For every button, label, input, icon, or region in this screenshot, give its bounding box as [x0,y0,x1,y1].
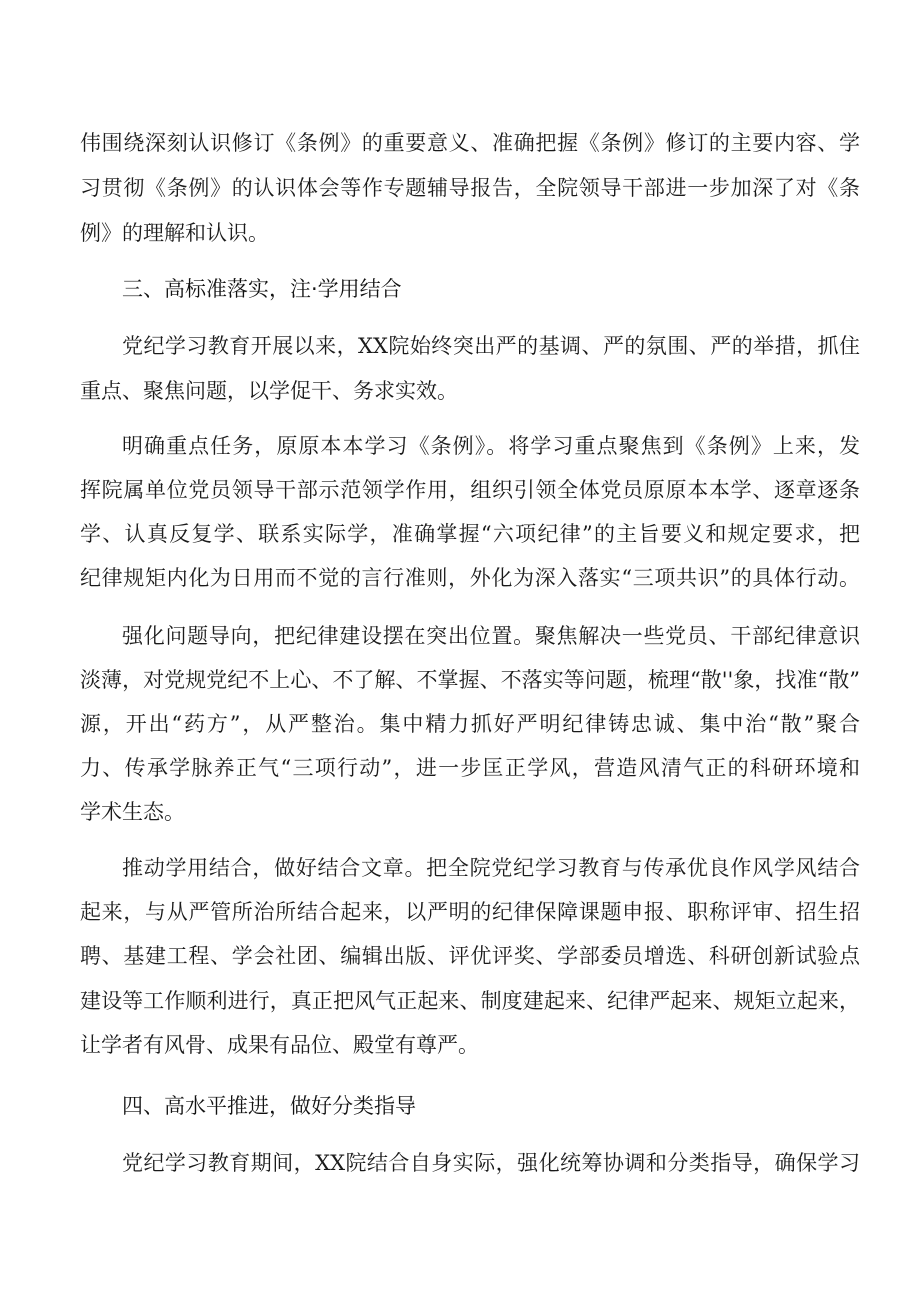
paragraph-line: 党纪学习教育期间，XX院结合自身实际，强化统筹协调和分类指导，确保学习 [122,1151,860,1175]
paragraph-line: 强化问题导向，把纪律建设摆在突出位置。聚焦解决一些党员、干部纪律意识 [122,624,860,648]
paragraph-line: 起来，与从严管所治所结合起来，以严明的纪律保障课题申报、职称评审、招生招 [80,900,860,924]
paragraph-line: 学、认真反复学、联系实际学，准确掌握“六项纪律”的主旨要义和规定要求，把 [80,522,860,546]
paragraph-line: 明确重点任务，原原本本学习《条例》。将学习重点聚焦到《条例》上来，发 [122,434,860,458]
section-heading-3: 三、高标准落实，注·学用结合 [122,277,402,301]
section-heading-4: 四、高水平推进，做好分类指导 [122,1094,416,1118]
paragraph-line: 建设等工作顺利进行，真正把风气正起来、制度建起来、纪律严起来、规矩立起来， [80,989,860,1013]
paragraph-line: 伟围绕深刻认识修订《条例》的重要意义、准确把握《条例》修订的主要内容、学 [80,131,860,155]
paragraph-line: 党纪学习教育开展以来，XX院始终突出严的基调、严的氛围、严的举措，抓住 [122,334,860,358]
paragraph-line: 让学者有风骨、成果有品位、殿堂有尊严。 [80,1033,479,1057]
paragraph-line: 习贯彻《条例》的认识体会等作专题辅导报告，全院领导干部进一步加深了对《条 [80,176,860,200]
paragraph-line: 学术生态。 [80,800,185,824]
paragraph-line: 例》的理解和认识。 [80,221,269,245]
paragraph-line: 力、传承学脉养正气“三项行动”，进一步匡正学风，营造风清气正的科研环境和 [80,756,860,780]
paragraph-line: 源，开出“药方”，从严整治。集中精力抓好严明纪律铸忠诚、集中治“散”聚合 [80,712,860,736]
paragraph-line: 重点、聚焦问题，以学促干、务求实效。 [80,379,458,403]
paragraph-line: 挥院属单位党员领导干部示范领学作用，组织引领全体党员原原本本学、逐章逐条 [80,478,860,502]
paragraph-line: 推动学用结合，做好结合文章。把全院党纪学习教育与传承优良作风学风结合 [122,856,860,880]
paragraph-line: 聘、基建工程、学会社团、编辑出版、评优评奖、学部委员增选、科研创新试验点 [80,944,860,968]
paragraph-line: 淡薄，对党规党纪不上心、不了解、不掌握、不落实等问题，梳理“散''象，找准“散” [80,668,860,692]
paragraph-line: 纪律规矩内化为日用而不觉的言行准则，外化为深入落实“三项共识”的具体行动。 [80,566,860,590]
